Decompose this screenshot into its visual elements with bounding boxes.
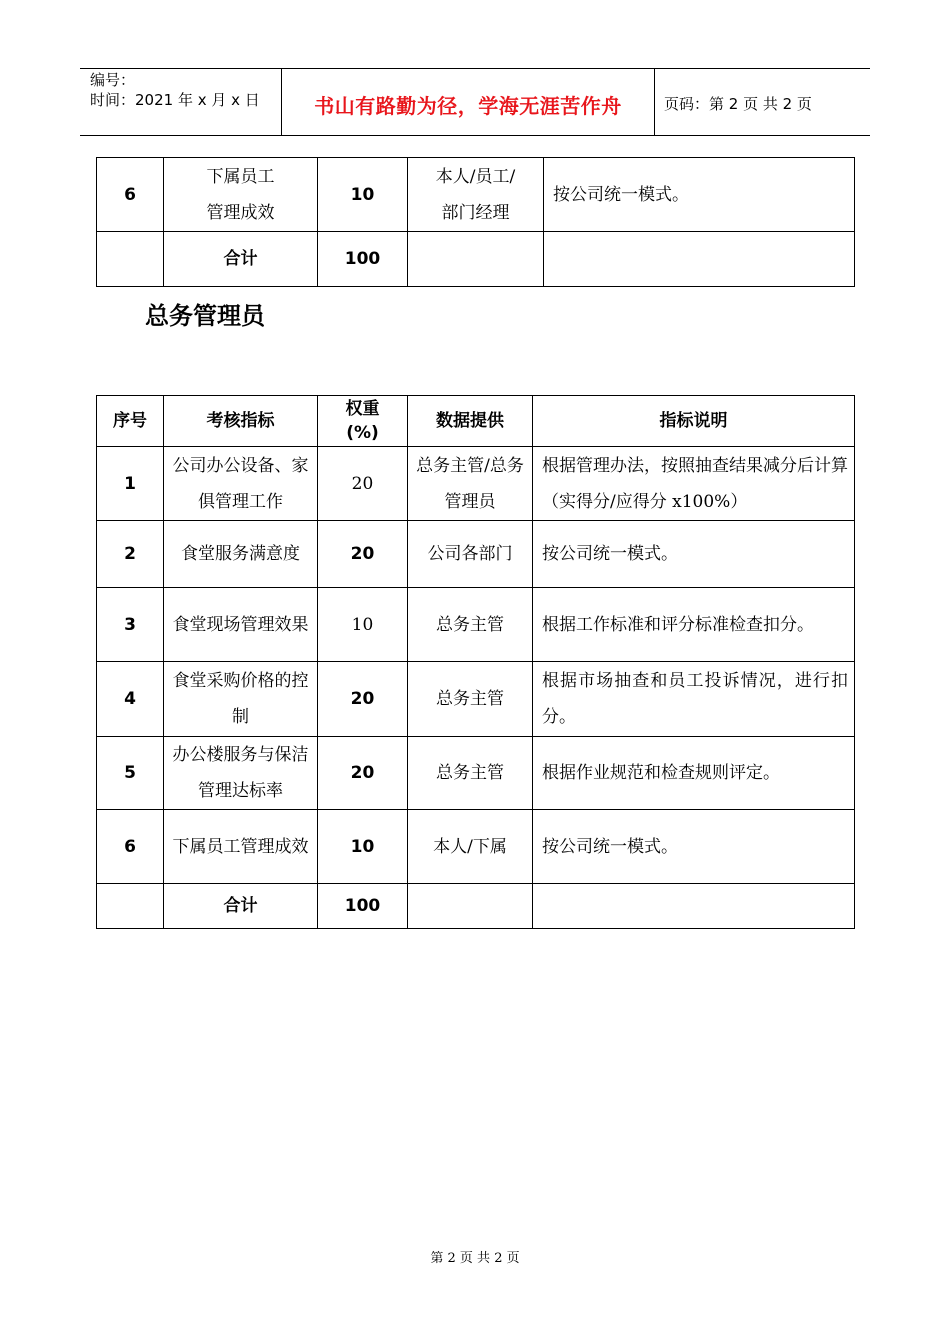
header-weight-line2: (%) (346, 423, 379, 443)
cell-source: 公司各部门 (408, 521, 533, 588)
cell-seq: 2 (97, 521, 164, 588)
header-page-number: 页码：第 2 页 共 2 页 (664, 95, 812, 113)
cell-total-label: 合计 (164, 884, 318, 929)
cell-source: 总务主管/总务管理员 (408, 447, 533, 521)
header-time: 时间：2021 年 x 月 x 日 (90, 91, 260, 109)
table-row (97, 158, 855, 232)
table-header-row (97, 396, 855, 447)
header-seq: 序号 (97, 396, 164, 447)
continuation-table (96, 157, 855, 287)
header-number: 编号： (90, 71, 136, 89)
table-row (97, 588, 855, 662)
cell-indicator-line1: 下属员工 (206, 166, 275, 187)
header-top-rule (80, 68, 870, 69)
cell-seq: 5 (97, 737, 164, 810)
cell-desc: 根据作业规范和检查规则评定。 (533, 737, 855, 810)
cell-desc: 按公司统一模式。 (533, 810, 855, 884)
cell-seq: 6 (97, 810, 164, 884)
cell-indicator: 食堂采购价格的控制 (164, 662, 318, 737)
header-indicator: 考核指标 (164, 396, 318, 447)
header-weight-line1: 权重 (345, 399, 380, 419)
table-row (97, 662, 855, 737)
header-source: 数据提供 (408, 396, 533, 447)
cell-indicator: 食堂现场管理效果 (164, 588, 318, 662)
cell-source (408, 232, 544, 287)
table-total-row (97, 884, 855, 929)
cell-desc: 根据工作标准和评分标准检查扣分。 (533, 588, 855, 662)
header-motto: 书山有路勤为径，学海无涯苦作舟 (314, 94, 622, 118)
cell-indicator: 公司办公设备、家俱管理工作 (164, 447, 318, 521)
header-bottom-rule (80, 135, 870, 136)
cell-indicator (164, 158, 318, 232)
cell-seq: 4 (97, 662, 164, 737)
cell-seq: 6 (97, 158, 164, 232)
cell-source-line1: 本人/员工/ (435, 166, 516, 187)
cell-desc: 按公司统一模式。 (533, 521, 855, 588)
cell-indicator: 下属员工管理成效 (164, 810, 318, 884)
cell-desc: 按公司统一模式。 (544, 158, 855, 232)
cell-seq (97, 232, 164, 287)
cell-weight: 20 (318, 662, 408, 737)
cell-weight: 20 (318, 447, 408, 521)
cell-source: 总务主管 (408, 737, 533, 810)
cell-desc (544, 232, 855, 287)
cell-source: 总务主管 (408, 588, 533, 662)
assessment-table (96, 395, 855, 929)
table-row (97, 810, 855, 884)
table-total-row (97, 232, 855, 287)
table-row (97, 521, 855, 588)
page-footer: 第 2 页 共 2 页 (430, 1251, 520, 1266)
header-desc: 指标说明 (533, 396, 855, 447)
header-meta (90, 70, 260, 110)
cell-indicator: 办公楼服务与保洁管理达标率 (164, 737, 318, 810)
cell-source: 本人/下属 (408, 810, 533, 884)
table-row (97, 447, 855, 521)
section-title: 总务管理员 (145, 302, 265, 330)
cell-total-weight: 100 (318, 884, 408, 929)
cell-weight: 10 (318, 158, 408, 232)
cell-desc: 根据市场抽查和员工投诉情况，进行扣分。 (533, 662, 855, 737)
cell-source (408, 884, 533, 929)
header-weight (318, 396, 408, 447)
cell-total-weight: 100 (318, 232, 408, 287)
cell-weight: 10 (318, 810, 408, 884)
header-divider-right (654, 68, 655, 136)
cell-indicator: 食堂服务满意度 (164, 521, 318, 588)
cell-source (408, 158, 544, 232)
cell-total-label: 合计 (164, 232, 318, 287)
cell-source: 总务主管 (408, 662, 533, 737)
cell-weight: 20 (318, 737, 408, 810)
table-row (97, 737, 855, 810)
cell-weight: 10 (318, 588, 408, 662)
cell-weight: 20 (318, 521, 408, 588)
cell-seq: 1 (97, 447, 164, 521)
cell-source-line2: 部门经理 (441, 202, 510, 223)
cell-seq (97, 884, 164, 929)
cell-seq: 3 (97, 588, 164, 662)
cell-desc: 根据管理办法，按照抽查结果减分后计算（实得分/应得分 x100%） (533, 447, 855, 521)
cell-desc (533, 884, 855, 929)
cell-indicator-line2: 管理成效 (206, 202, 275, 223)
